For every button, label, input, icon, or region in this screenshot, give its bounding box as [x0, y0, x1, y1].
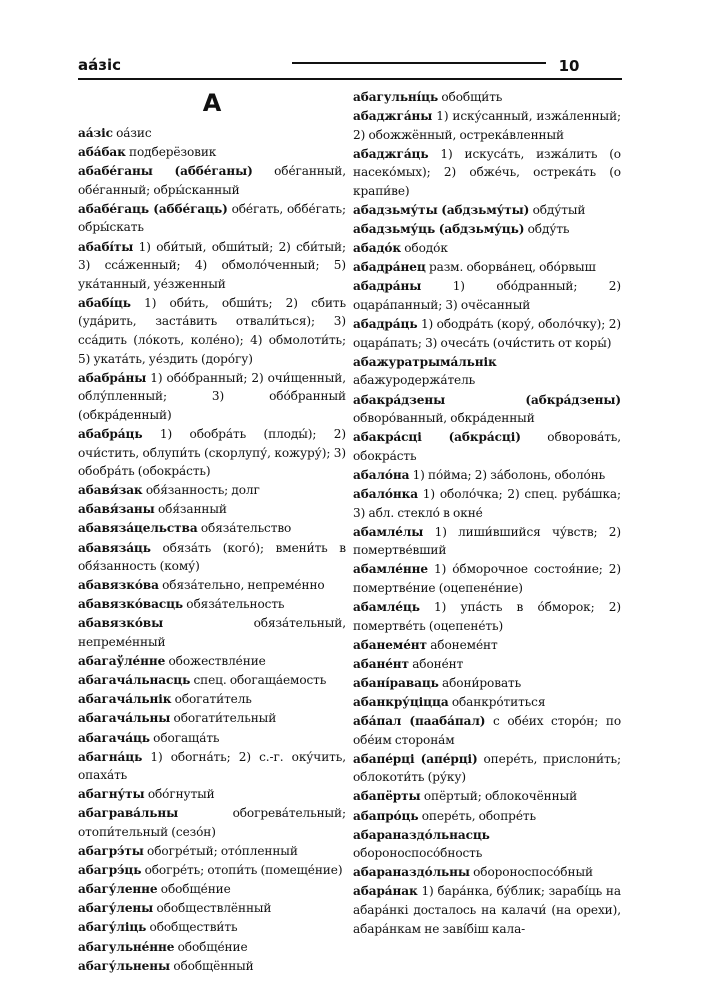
dictionary-entry	[78, 804, 346, 841]
entry-headword: аба́бак	[78, 145, 126, 160]
entry-definition: обожествле́ние	[168, 654, 266, 669]
entry-definition: 1) лиши́вшийся чу́вств; 2) помертве́вший	[353, 524, 621, 558]
entry-headword: абадра́ць	[353, 317, 418, 332]
entry-headword: абавязко́васць	[78, 597, 184, 612]
entry-headword: абагна́ць	[78, 749, 143, 764]
entry-headword: абагача́льны	[78, 711, 171, 726]
dictionary-entry	[353, 466, 621, 485]
entry-definition: 1) бара́нка, бу́блик; зарабі́ць на абара́нкі досталось на калачи́ (на орехи), абара́нкам не заві́біш кала-	[353, 884, 622, 936]
entry-definition: обогрева́тельный; отопи́тельный (сезо́н)	[78, 806, 346, 839]
entry-definition: абонеме́нт	[430, 637, 498, 652]
entry-headword: абаграва́льны	[78, 806, 179, 821]
entry-definition: опёртый; облокочённый	[423, 789, 578, 804]
dictionary-entry	[353, 239, 621, 258]
entry-definition: 1) обобра́ть (плоды́); 2) очи́стить, облупи́ть (скорлупу́, кожуру́); 3) обобра́ть (обокра́сть)	[78, 427, 346, 479]
entry-definition: ободо́к	[404, 241, 448, 256]
entry-definition: 1) обогна́ть; 2) с.-г. оку́чить, опаха́ть	[78, 749, 346, 783]
entry-definition: подберёзовик	[129, 145, 217, 160]
entry-definition: 1) оболо́чка; 2) спец. руба́шка; 3) абл. стекло́ в окне́	[353, 486, 621, 520]
right-column	[353, 88, 621, 938]
dictionary-entry	[78, 500, 346, 519]
entry-definition: обворо́ванный, обкра́денный	[353, 411, 535, 426]
dictionary-entry	[78, 369, 346, 425]
dictionary-entry	[353, 712, 621, 749]
dictionary-entry	[78, 539, 346, 576]
entry-headword: абагу́ліць	[78, 920, 147, 935]
entry-headword: абабе́гаць (аббе́гаць)	[78, 201, 228, 216]
header-rule-short	[292, 62, 546, 64]
dictionary-entry	[78, 671, 346, 690]
dictionary-entry	[78, 162, 346, 199]
dictionary-entry	[353, 523, 621, 560]
dictionary-entry	[78, 519, 346, 538]
dictionary-entry	[353, 636, 621, 655]
entry-headword: аа́зіс	[78, 126, 113, 140]
entry-headword: абадзьму́ты (абдзьму́ты)	[353, 203, 530, 218]
entry-headword: абагу́ленне	[78, 882, 158, 897]
entry-headword: абане́нт	[353, 656, 409, 671]
dictionary-entry	[78, 880, 346, 899]
entry-definition: обогати́тель	[174, 692, 252, 707]
entry-headword: абаджга́ць	[353, 146, 429, 161]
entry-definition: 1) оби́тый, обши́тый; 2) сби́тый; 3) сса́женный; 4) обмоло́ченный; 5) ука́танный, уе́зженный	[78, 239, 346, 291]
dictionary-entry	[78, 425, 346, 481]
dictionary-entry	[78, 938, 346, 957]
entry-definition: обобще́ние	[160, 882, 231, 897]
dictionary-entry	[353, 882, 621, 938]
entry-headword: абані́раваць	[353, 675, 439, 690]
entry-definition: обяза́тельность	[186, 597, 285, 612]
entry-headword: абаджга́ны	[353, 109, 433, 124]
entry-headword: абанеме́нт	[353, 637, 427, 652]
dictionary-entry	[353, 560, 621, 597]
entry-headword: абадо́к	[353, 241, 401, 256]
entry-headword: абагрэ́ць	[78, 863, 142, 878]
entry-headword: абавя́заны	[78, 502, 155, 517]
left-column	[78, 86, 346, 975]
entry-headword: абагу́лены	[78, 901, 154, 916]
entry-headword: абагну́ты	[78, 787, 145, 802]
entry-headword: абакра́дзены (абкра́дзены)	[353, 392, 621, 407]
dictionary-entry	[78, 729, 346, 748]
dictionary-entry	[353, 277, 621, 314]
entry-headword: абабі́ты	[78, 239, 134, 254]
dictionary-entry	[353, 750, 621, 787]
dictionary-entry	[353, 107, 621, 144]
entry-headword: абабра́ць	[78, 427, 143, 441]
dictionary-entry	[353, 826, 621, 863]
entry-headword: абапёрты	[353, 789, 421, 804]
dictionary-entry	[353, 598, 621, 635]
dictionary-entry	[78, 200, 346, 237]
entry-headword: абапе́рці (апе́рці)	[353, 751, 478, 766]
entry-headword: абадра́нец	[353, 260, 426, 275]
dictionary-entry	[78, 861, 346, 880]
entry-definition: обду́ть	[527, 222, 570, 237]
entry-headword: абараназдо́льны	[353, 865, 470, 880]
entry-definition: обогре́тый; ото́пленный	[147, 844, 298, 859]
dictionary-entry	[78, 899, 346, 918]
entry-headword: абало́на	[353, 467, 410, 482]
entry-definition: обороноспосо́бность	[353, 846, 483, 861]
dictionary-entry	[353, 674, 621, 693]
entry-definition: с обе́их сторо́н; по обе́им сторона́м	[353, 714, 621, 747]
dictionary-entry	[78, 690, 346, 709]
entry-definition: спец. обогаща́емость	[193, 673, 327, 688]
dictionary-entry	[353, 485, 621, 522]
entry-definition: абони́ровать	[442, 675, 522, 690]
entry-headword: абанкру́ціцца	[353, 695, 449, 709]
dictionary-entry	[353, 863, 621, 882]
entry-headword: абагульне́нне	[78, 939, 175, 954]
entry-definition: 1) по́йма; 2) за́болонь, оболо́нь	[412, 467, 606, 482]
entry-definition: 1) обо́дранный; 2) оцара́панный; 3) очёсанный	[353, 279, 621, 313]
entry-definition: 1) упа́сть в о́бморок; 2) помертве́ть (оцепене́ть)	[353, 600, 621, 633]
entry-definition: 1) оби́ть, обши́ть; 2) сбить (уда́рить, заста́вить отвали́ться); 3) сса́дить (ло́коть, коле́но); 4) обмолоти́ть; 5) уката́ть, уе́здить (доро́гу)	[78, 295, 347, 366]
dictionary-entry	[78, 238, 346, 294]
entry-headword: абагача́льнік	[78, 692, 172, 707]
entry-headword: абабра́ны	[78, 370, 147, 385]
entry-headword: абадра́ны	[353, 279, 422, 294]
entry-definition: обогре́ть; отопи́ть (помеще́ние)	[144, 863, 343, 878]
dictionary-entry	[353, 353, 621, 390]
entry-definition: 1) иску́санный, изжа́ленный; 2) обожжённый, острека́вленный	[353, 109, 622, 142]
dictionary-entry	[78, 918, 346, 937]
dictionary-entry	[78, 957, 346, 976]
dictionary-entry	[353, 655, 621, 674]
dictionary-entry	[78, 143, 346, 162]
entry-definition: 1) ободра́ть (кору́, оболо́чку); 2) оцара́пать; 3) очеса́ть (очи́стить от коры́)	[353, 317, 621, 350]
entry-definition: 1) обо́бранный; 2) очи́щенный, облу́пленный; 3) обо́бранный (обкра́денный)	[78, 370, 346, 422]
entry-headword: абагу́льнены	[78, 958, 171, 973]
entry-definition: обя́занный	[157, 502, 227, 517]
entry-headword: абало́нка	[353, 486, 418, 501]
entry-definition: обобществи́ть	[149, 920, 238, 935]
entry-headword: абагульні́ць	[353, 90, 439, 104]
entry-definition: оа́зис	[116, 126, 152, 140]
entry-definition: обо́гнутый	[147, 787, 215, 802]
entry-definition: абоне́нт	[412, 656, 464, 671]
entry-headword: абагрэ́ты	[78, 844, 144, 859]
entry-headword: абара́нак	[353, 884, 418, 899]
dictionary-entry	[78, 124, 346, 143]
dictionary-entry	[78, 294, 346, 368]
entry-definition: обанкро́титься	[451, 695, 546, 709]
entry-definition: 1) о́бморочное состоя́ние; 2) помертве́ние (оцепене́ние)	[353, 562, 621, 595]
entry-headword: абамле́лы	[353, 524, 424, 539]
entry-headword: абавязко́ва	[78, 578, 159, 593]
entry-headword: абавя́зак	[78, 483, 143, 498]
entry-definition: обобщённый	[173, 958, 254, 973]
entry-definition: обяза́тельный, непреме́нный	[78, 616, 346, 650]
entry-headword: абавяза́ць	[78, 540, 151, 555]
page-number: 10	[558, 57, 580, 75]
entry-headword: абажуратрыма́льнік	[353, 354, 497, 369]
entry-definition: обяза́ть (кого́); вмени́ть в обя́занность (кому́)	[78, 540, 346, 574]
entry-headword: абагаўле́нне	[78, 654, 166, 669]
entry-headword: абамле́ць	[353, 600, 420, 615]
entry-headword: абараназдо́льнасць	[353, 827, 490, 842]
entry-headword: абапро́ць	[353, 808, 419, 823]
dictionary-entry	[78, 709, 346, 728]
dictionary-entry	[78, 481, 346, 500]
entry-headword: абагача́ць	[78, 730, 150, 745]
entry-definition: разм. оборва́нец, обо́рвыш	[428, 260, 596, 275]
entry-definition: опере́ть, прислони́ть; облокоти́ть (ру́ку)	[353, 751, 622, 785]
entry-definition: абажуродержа́тель	[353, 373, 476, 388]
dictionary-entry	[353, 428, 621, 465]
entry-definition: обобществлённый	[156, 901, 272, 916]
section-letter: А	[202, 89, 222, 117]
dictionary-entry	[78, 842, 346, 861]
header-rule	[78, 78, 622, 80]
entry-headword: абамле́нне	[353, 562, 428, 577]
dictionary-entry	[78, 614, 346, 651]
entry-definition: обе́ганный, обе́ганный; обры́сканный	[78, 164, 346, 197]
dictionary-entry	[353, 201, 621, 220]
dictionary-entry	[78, 652, 346, 671]
dictionary-entry	[353, 391, 621, 428]
running-head: аа́зіс	[78, 56, 121, 74]
entry-headword: абадзьму́ць (абдзьму́ць)	[353, 222, 525, 237]
entry-definition: 1) искуса́ть, изжа́лить (о насеко́мых); 2) обже́чь, острека́ть (о крапи́ве)	[353, 146, 621, 198]
dictionary-entry	[78, 576, 346, 595]
entry-headword: абавяза́цельства	[78, 521, 198, 536]
dictionary-entry	[353, 145, 621, 201]
dictionary-entry	[353, 693, 621, 712]
dictionary-entry	[78, 785, 346, 804]
entry-headword: абагача́льнасць	[78, 673, 191, 688]
dictionary-entry	[353, 220, 621, 239]
entry-definition: обогаща́ть	[153, 730, 220, 745]
entry-headword: аба́пал (пааба́пал)	[353, 714, 486, 729]
entry-definition: обворова́ть, обокра́сть	[353, 430, 622, 463]
entry-definition: обду́тый	[532, 203, 586, 218]
dictionary-entry	[353, 258, 621, 277]
dictionary-entry	[353, 88, 621, 107]
entry-definition: обобщи́ть	[441, 90, 503, 104]
dictionary-entry	[78, 595, 346, 614]
dictionary-entry	[353, 787, 621, 806]
entry-headword: абабе́ганы (аббе́ганы)	[78, 164, 253, 179]
entry-headword: абабі́ць	[78, 295, 131, 310]
entry-definition: обяза́тельно, непреме́нно	[162, 578, 325, 593]
dictionary-entry	[353, 807, 621, 826]
entry-definition: обороноспосо́бный	[473, 865, 593, 880]
dictionary-entry	[353, 315, 621, 352]
entry-definition: обе́гать, оббе́гать; обры́скать	[78, 201, 346, 235]
entry-definition: обогати́тельный	[173, 711, 277, 726]
entry-definition: обяза́тельство	[200, 521, 292, 536]
entry-definition: опере́ть, обопре́ть	[421, 808, 536, 823]
entry-definition: обя́занность; долг	[145, 483, 260, 498]
dictionary-entry	[78, 748, 346, 785]
entry-headword: абакра́сці (абкра́сці)	[353, 430, 521, 445]
entry-definition: обобще́ние	[177, 939, 248, 954]
entry-headword: абавязко́вы	[78, 616, 164, 631]
